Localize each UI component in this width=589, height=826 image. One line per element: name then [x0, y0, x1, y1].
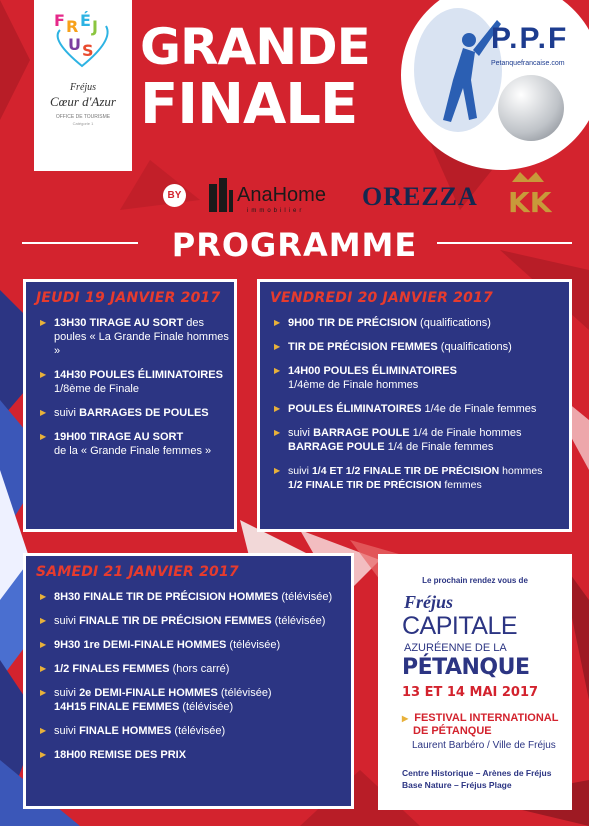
day-heading: JEUDI 19 JANVIER 2017: [36, 290, 221, 306]
next-event-azureenne: AZURÉENNE DE LA: [404, 642, 507, 654]
schedule-item: ▶ 19H00 TIRAGE AU SORT de la « Grande Finale femmes »: [36, 430, 234, 458]
logo-region: Cœur d'Azur: [50, 94, 116, 109]
day-panel-friday: [257, 279, 572, 532]
programme-heading: PROGRAMME: [171, 226, 418, 264]
logo-office: OFFICE DE TOURISME: [55, 114, 111, 120]
next-event-capitale: CAPITALE: [402, 612, 518, 640]
by-badge: BY: [163, 184, 186, 207]
orezza-logo: OREZZA: [362, 182, 478, 211]
kk-logo-text: KK: [508, 186, 552, 216]
schedule-item: ▶ 9H30 1re DEMI-FINALE HOMMES (télévisée): [36, 638, 351, 652]
schedule-item: ▶ suivi FINALE HOMMES (télévisée): [36, 724, 351, 738]
day-panel-saturday: [23, 553, 354, 809]
day-heading: VENDREDI 20 JANVIER 2017: [270, 290, 493, 306]
festival-location-1: Centre Historique – Arènes de Fréjus: [402, 768, 552, 778]
player-figure-icon: [413, 0, 503, 140]
next-event-dates: 13 ET 14 MAI 2017: [402, 685, 539, 700]
frejus-logo-card: [34, 0, 132, 171]
next-event-city: Fréjus: [404, 592, 454, 612]
schedule-item: ▶ suivi BARRAGES DE POULES: [36, 406, 234, 420]
next-event-card: [378, 554, 572, 810]
svg-text:U: U: [68, 35, 81, 54]
schedule-item: ▶ 14H00 POULES ÉLIMINATOIRES 1/4ème de Finale hommes: [270, 364, 569, 392]
schedule-item: ▶ suivi 1/4 ET 1/2 FINALE TIR DE PRÉCISION hommes 1/2 FINALE TIR DE PRÉCISION femmes: [270, 464, 569, 492]
title-line-2: FINALE: [140, 72, 358, 137]
logo-city: Fréjus: [69, 82, 97, 93]
petanque-ball-icon: [498, 75, 564, 141]
next-event-intro: Le prochain rendez vous de: [422, 576, 528, 585]
schedule-item: ▶ TIR DE PRÉCISION FEMMES (qualifications): [270, 340, 569, 354]
schedule-item: ▶ 1/2 FINALES FEMMES (hors carré): [36, 662, 351, 676]
svg-text:R: R: [66, 17, 79, 36]
svg-text:É: É: [80, 11, 91, 30]
frejus-heart-icon: [46, 6, 120, 70]
next-event-petanque: PÉTANQUE: [402, 655, 530, 680]
building-icon: [207, 178, 233, 212]
schedule-item: ▶ suivi FINALE TIR DE PRÉCISION FEMMES (télévisée): [36, 614, 351, 628]
title-line-1: GRANDE: [140, 18, 370, 76]
ppf-name: P.P.F: [491, 22, 569, 55]
schedule-item: ▶ 14H30 POULES ÉLIMINATOIRES 1/8ème de Finale: [36, 368, 234, 396]
schedule-item: ▶ suivi BARRAGE POULE 1/4 de Finale hommes BARRAGE POULE 1/4 de Finale femmes: [270, 426, 569, 454]
schedule-item: ▶ suivi 2e DEMI-FINALE HOMMES (télévisée) 14H15 FINALE FEMMES (télévisée): [36, 686, 351, 714]
logo-url-link[interactable]: fréjus.fr: [68, 150, 113, 164]
logo-category: Catégorie 1: [72, 121, 94, 126]
schedule-item: ▶ 13H30 TIRAGE AU SORT des poules « La Grande Finale hommes »: [36, 316, 234, 358]
anahome-name: AnaHome: [237, 184, 326, 206]
event-title: [140, 18, 370, 137]
schedule-item: ▶ 18H00 REMISE DES PRIX: [36, 748, 351, 762]
ppf-url: Petanquefrancaise.com: [491, 60, 565, 67]
svg-text:J: J: [92, 17, 98, 36]
festival-location-2: Base Nature – Fréjus Plage: [402, 780, 512, 790]
schedule-item: ▶ 8H30 FINALE TIR DE PRÉCISION HOMMES (télévisée): [36, 590, 351, 604]
schedule-item: ▶ 9H00 TIR DE PRÉCISION (qualifications): [270, 316, 569, 330]
anahome-sub: immobilier: [247, 208, 305, 214]
festival-title: ▶ FESTIVAL INTERNATIONAL DE PÉTANQUE: [402, 712, 558, 738]
day-heading: SAMEDI 21 JANVIER 2017: [36, 564, 239, 580]
schedule-item: ▶ POULES ÉLIMINATOIRES 1/4e de Finale femmes: [270, 402, 569, 416]
day-panel-thursday: [23, 279, 237, 532]
festival-organizers: Laurent Barbéro / Ville de Fréjus: [412, 740, 556, 751]
kk-logo-icon: [504, 168, 552, 216]
svg-text:S: S: [82, 41, 94, 60]
svg-text:F: F: [54, 11, 65, 30]
